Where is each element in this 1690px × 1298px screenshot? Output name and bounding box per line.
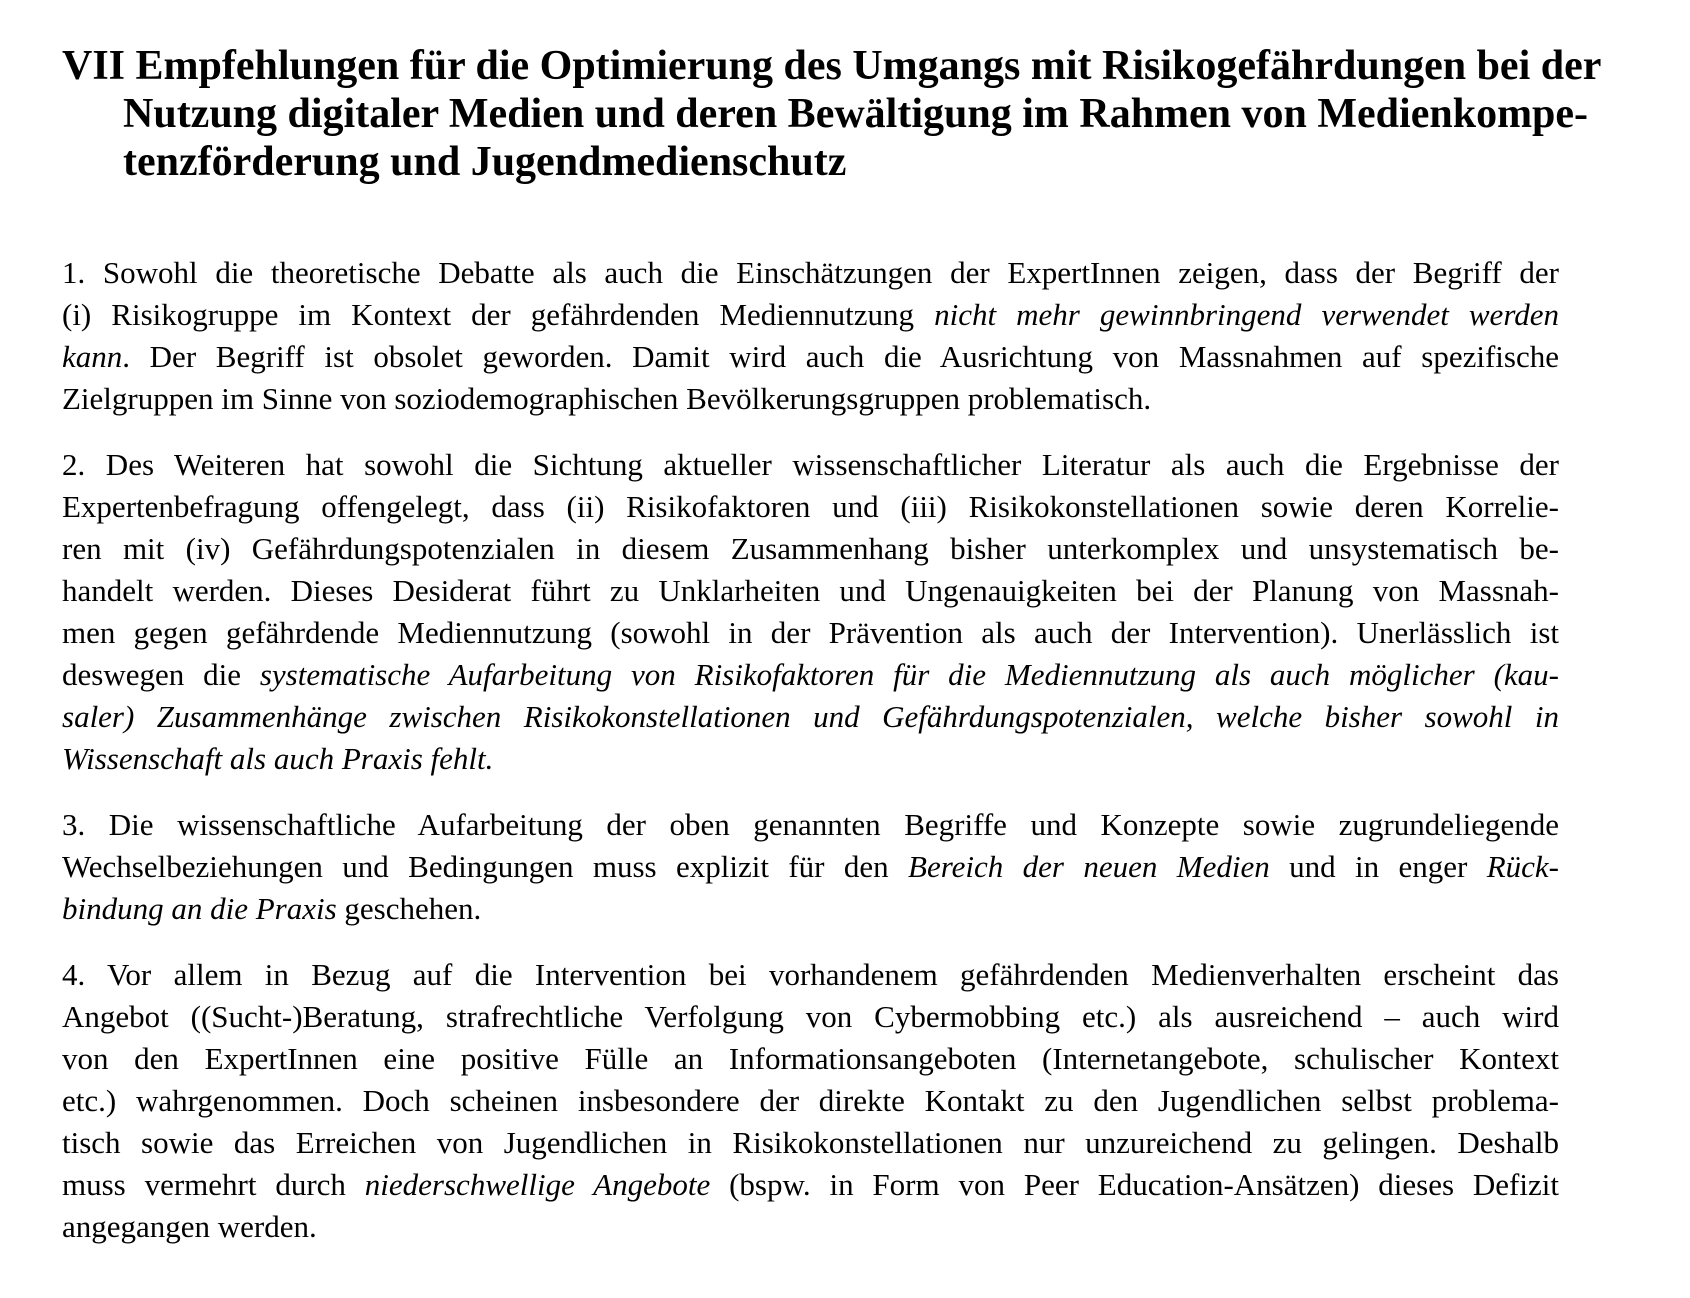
text-line — [62, 696, 1559, 738]
text-run: geschehen. — [336, 891, 482, 926]
text-run: 1. Sowohl die theoretische Debatte als auch die Einschätzungen der ExpertInnen zeigen, dass der Begriff der — [62, 255, 1559, 290]
text-line — [62, 252, 1559, 294]
text-line — [62, 1038, 1559, 1080]
italic-text-run: niederschwellige Angebote — [364, 1167, 711, 1202]
text-run: tisch sowie das Erreichen von Jugendlichen in Risikokonstellationen nur unzureichend zu gelingen. Deshalb — [62, 1125, 1559, 1160]
italic-text-run: nicht mehr gewinnbringend verwendet werden — [934, 297, 1559, 332]
text-line — [62, 294, 1559, 336]
text-run: 2. Des Weiteren hat sowohl die Sichtung aktueller wissenschaftlicher Literatur als auch die Ergebnisse der — [62, 447, 1559, 482]
text-line — [62, 846, 1559, 888]
text-run: handelt werden. Dieses Desiderat führt zu Unklarheiten und Ungenauigkeiten bei der Planung von Massnah- — [62, 573, 1559, 608]
paragraph-3 — [62, 804, 1559, 930]
text-line — [62, 444, 1559, 486]
paragraph-1 — [62, 252, 1559, 420]
italic-text-run: bindung an die Praxis — [62, 891, 337, 926]
text-run: Angebot ((Sucht-)Beratung, strafrechtliche Verfolgung von Cybermobbing etc.) als ausreichend – auch wird — [62, 999, 1559, 1034]
text-run: . Der Begriff ist obsolet geworden. Damit wird auch die Ausrichtung von Massnahmen auf spezifische — [122, 339, 1559, 374]
document-body — [62, 252, 1559, 1248]
paragraph-4 — [62, 954, 1559, 1248]
text-line — [62, 654, 1559, 696]
text-line — [62, 612, 1559, 654]
italic-text-run: Wissenschaft als auch Praxis fehlt. — [62, 741, 494, 776]
text-line — [62, 1206, 1559, 1248]
section-heading — [62, 42, 1602, 186]
text-run: Expertenbefragung offengelegt, dass (ii) Risikofaktoren und (iii) Risikokonstellationen sowie deren Korrelie- — [62, 489, 1559, 524]
text-line — [62, 996, 1559, 1038]
text-line — [62, 1080, 1559, 1122]
text-line — [62, 378, 1559, 420]
text-line — [62, 804, 1559, 846]
text-run: men gegen gefährdende Mediennutzung (sowohl in der Prävention als auch der Intervention). Unerlässlich ist — [62, 615, 1559, 650]
text-run: deswegen die — [62, 657, 260, 692]
italic-text-run: systematische Aufarbeitung von Risikofaktoren für die Mediennutzung als auch möglicher (kau- — [259, 657, 1559, 692]
text-line — [62, 738, 1559, 780]
text-run: (bspw. in Form von Peer Education-Ansätzen) dieses Defizit — [710, 1167, 1559, 1202]
text-run: von den ExpertInnen eine positive Fülle an Informationsangeboten (Internetangebote, schulischer Kontext — [62, 1041, 1559, 1076]
text-run: (i) Risikogruppe im Kontext der gefährdenden Mediennutzung — [62, 297, 935, 332]
text-run: angegangen werden. — [62, 1209, 317, 1244]
text-run: 3. Die wissenschaftliche Aufarbeitung der oben genannten Begriffe und Konzepte sowie zugrundeliegende — [62, 807, 1559, 842]
italic-text-run: saler) Zusammenhänge zwischen Risikokonstellationen und Gefährdungspotenzialen, welche bisher sowohl in — [62, 699, 1559, 734]
text-run: ren mit (iv) Gefährdungspotenzialen in diesem Zusammenhang bisher unterkomplex und unsystematisch be- — [62, 531, 1559, 566]
heading-line-3: tenzförderung und Jugendmedienschutz — [123, 139, 847, 185]
text-run: und in enger — [1269, 849, 1487, 884]
text-line — [62, 336, 1559, 378]
text-line — [62, 486, 1559, 528]
text-line — [62, 954, 1559, 996]
italic-text-run: Bereich der neuen Medien — [908, 849, 1270, 884]
text-run: Wechselbeziehungen und Bedingungen muss explizit für den — [62, 849, 909, 884]
text-run: etc.) wahrgenommen. Doch scheinen insbesondere der direkte Kontakt zu den Jugendlichen selbst problema- — [62, 1083, 1559, 1118]
text-line — [62, 570, 1559, 612]
paragraph-2 — [62, 444, 1559, 780]
text-line — [62, 1122, 1559, 1164]
italic-text-run: Rück- — [1486, 849, 1559, 884]
heading-line-2: Nutzung digitaler Medien und deren Bewältigung im Rahmen von Medienkompe- — [123, 91, 1589, 137]
text-run: Zielgruppen im Sinne von soziodemographischen Bevölkerungsgruppen problematisch. — [62, 381, 1152, 416]
text-run: muss vermehrt durch — [62, 1167, 365, 1202]
text-run: 4. Vor allem in Bezug auf die Intervention bei vorhandenem gefährdenden Medienverhalten erscheint das — [62, 957, 1559, 992]
text-line — [62, 1164, 1559, 1206]
heading-line-1: VII Empfehlungen für die Optimierung des Umgangs mit Risikogefährdungen bei der — [62, 43, 1602, 89]
text-line — [62, 888, 1559, 930]
text-line — [62, 528, 1559, 570]
italic-text-run: kann — [62, 339, 123, 374]
